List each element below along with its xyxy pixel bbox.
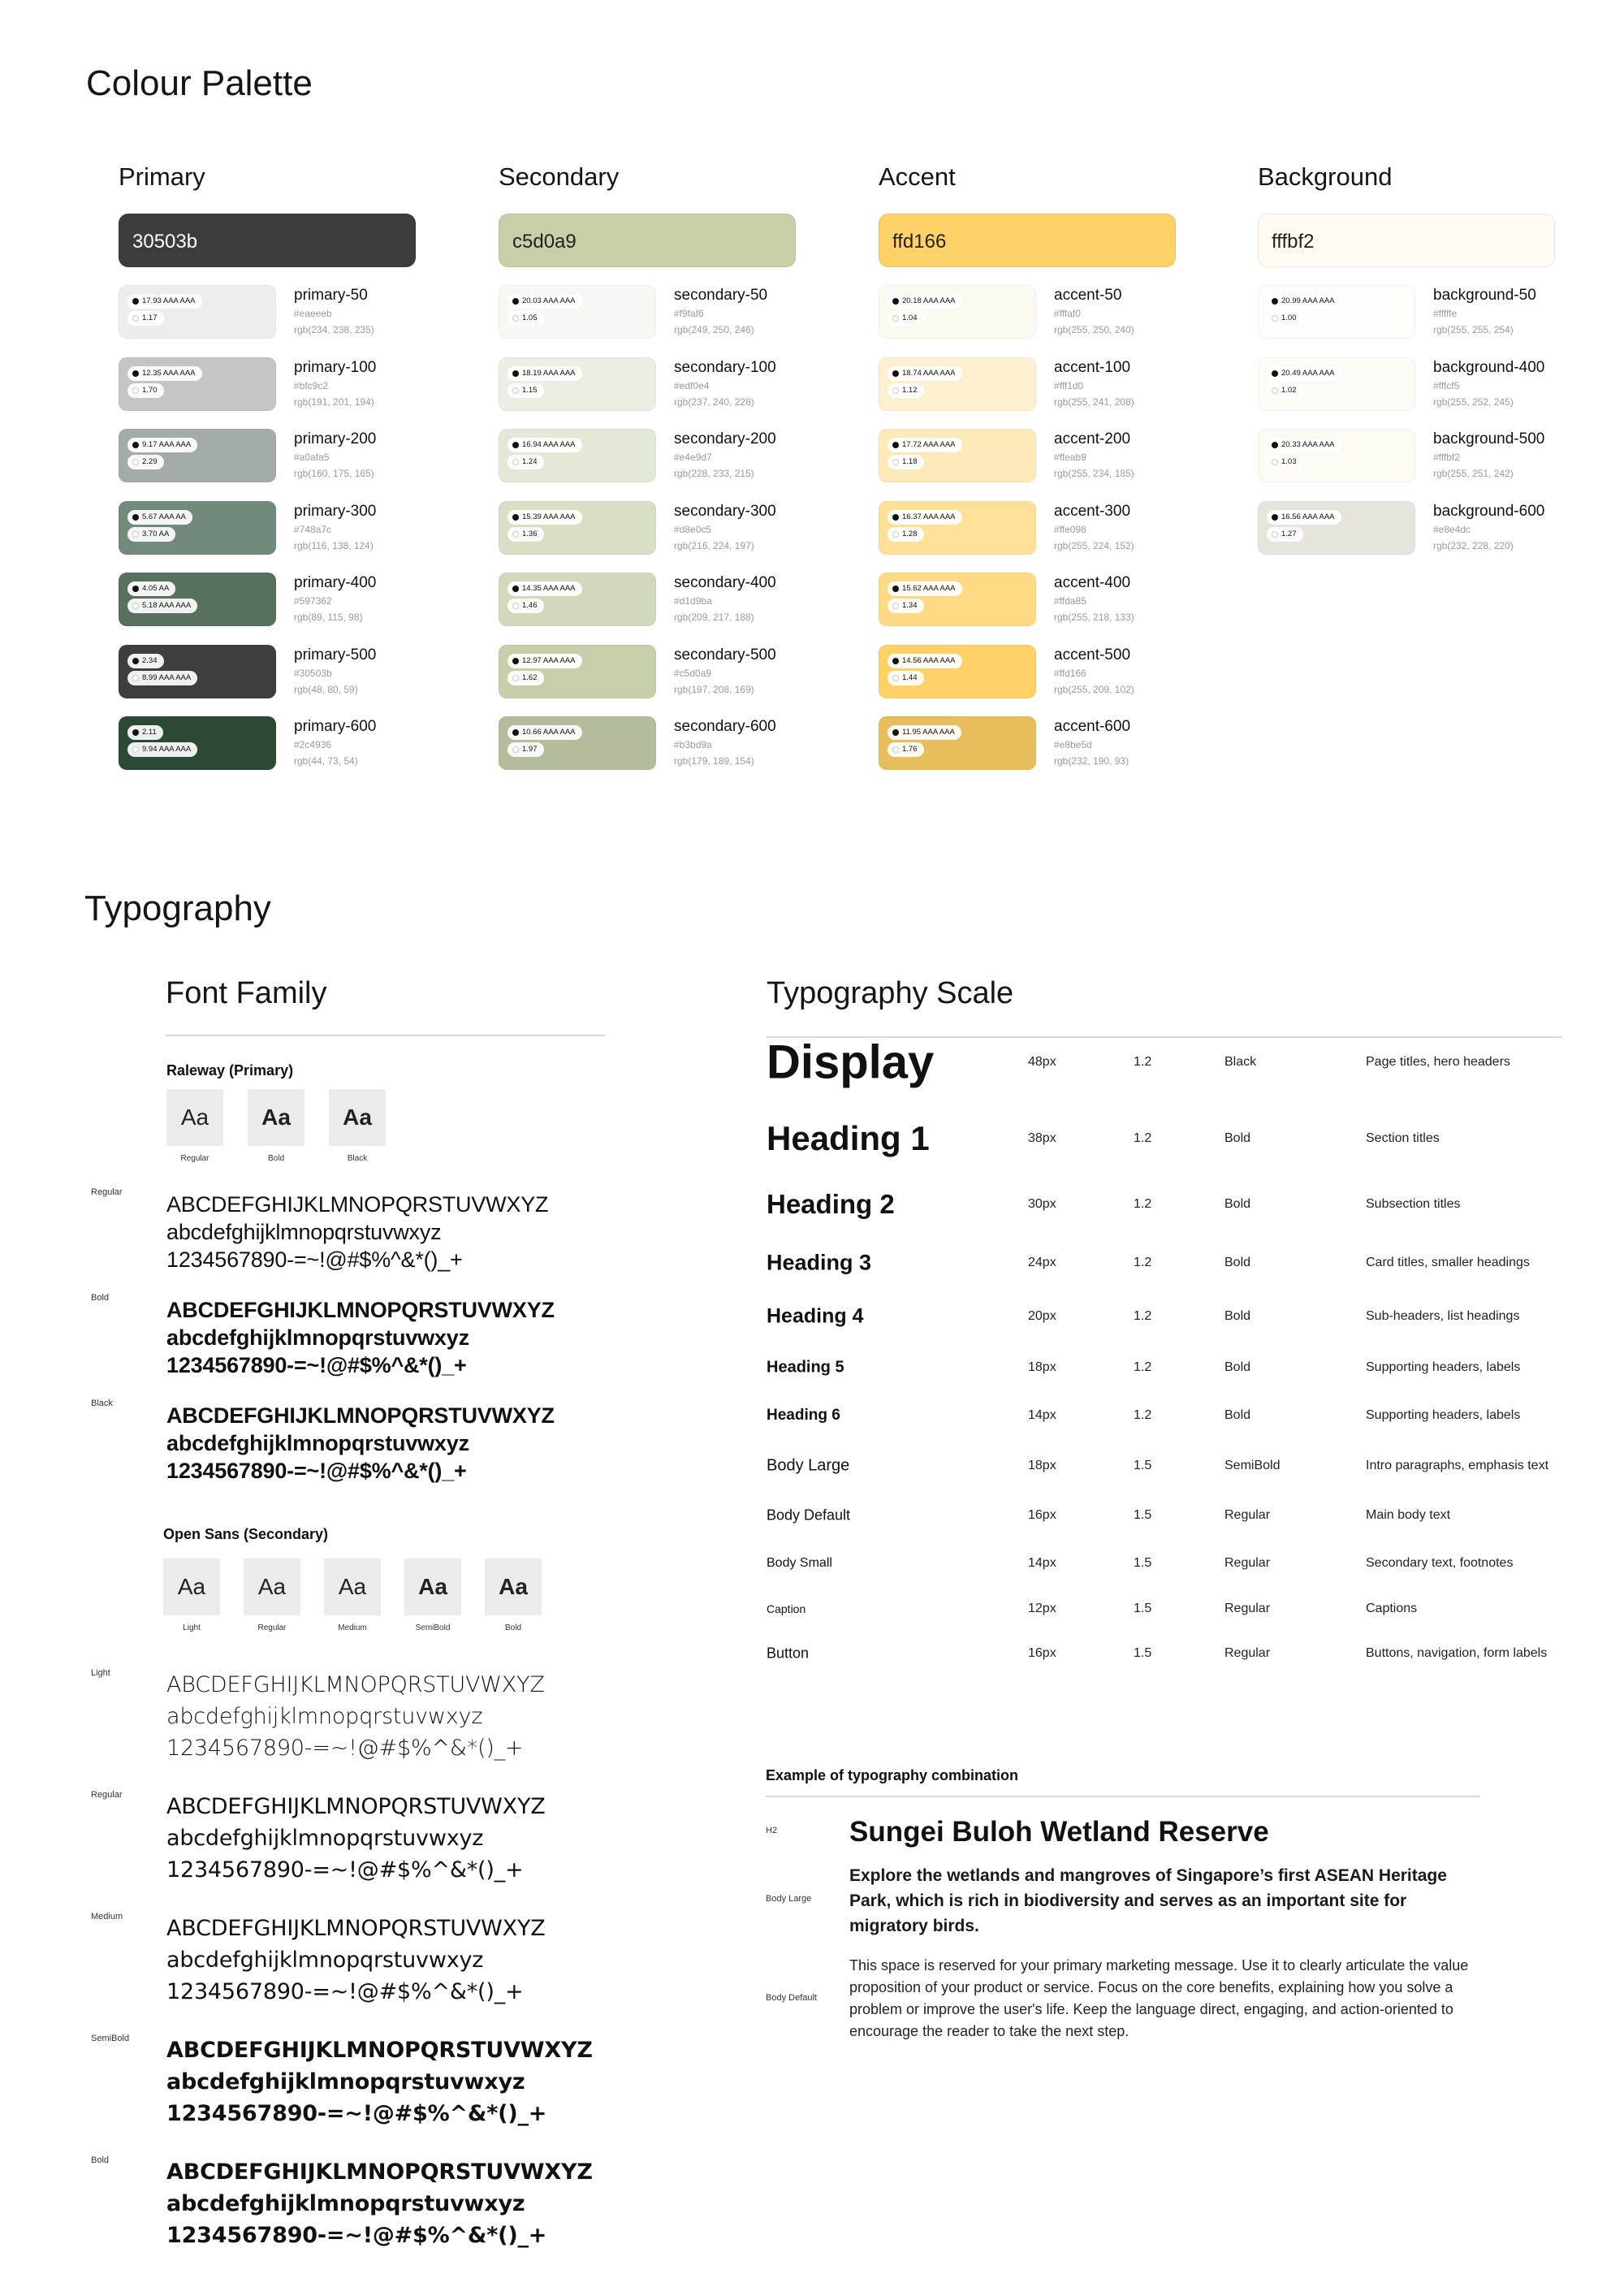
accent-400-label: accent-400 [1054, 574, 1131, 591]
opensans-weight-semibold-label: SemiBold [91, 2034, 130, 2043]
scale-heading-6-weight: Bold [1224, 1408, 1251, 1422]
raleway-black-upper: ABCDEFGHIJKLMNOPQRSTUVWXYZ [166, 1403, 555, 1428]
primary-200-contrast-light: 2.29 [127, 455, 164, 469]
raleway-sample-black: Aa [329, 1089, 386, 1146]
opensans-sample-bold: Aa [485, 1559, 542, 1615]
scale-button-name: Button [767, 1645, 810, 1662]
scale-body-small-name: Body Small [767, 1556, 832, 1570]
secondary-400-contrast-dark: 14.35 AAA AAA [508, 581, 582, 596]
primary-200-label: primary-200 [294, 430, 377, 447]
accent-100-label: accent-100 [1054, 358, 1131, 376]
background-50-contrast-dark: 20.99 AAA AAA [1267, 294, 1341, 309]
opensans-light-lower: abcdefghijklmnopqrstuvwxyz [166, 1704, 483, 1729]
secondary-50-contrast-light: 1.05 [508, 311, 544, 326]
opensans-medium-lower: abcdefghijklmnopqrstuvwxyz [166, 1948, 484, 1973]
secondary-100-label: secondary-100 [674, 358, 776, 376]
primary-200-rgb: rgb(160, 175, 165) [294, 468, 374, 479]
background-50-hex: #fffffe [1433, 308, 1458, 319]
scale-display-line-height: 1.2 [1134, 1055, 1152, 1069]
accent-100-contrast-light: 1.12 [888, 383, 924, 398]
opensans-sample-regular-label: Regular [257, 1623, 287, 1632]
primary-300-rgb: rgb(116, 138, 124) [294, 539, 374, 551]
secondary-500-contrast-dark: 12.97 AAA AAA [508, 654, 582, 668]
secondary-300-hex: #d8e0c5 [674, 523, 712, 535]
scale-heading-5-weight: Bold [1224, 1360, 1251, 1374]
scale-body-large-line-height: 1.5 [1134, 1459, 1152, 1472]
accent-200-hex: #ffeab9 [1054, 452, 1086, 463]
accent-50-rgb: rgb(255, 250, 240) [1054, 324, 1134, 335]
raleway-sample-black-label: Black [347, 1154, 368, 1163]
raleway-weight-bold-label: Bold [91, 1293, 110, 1303]
raleway-weight-regular-label: Regular [91, 1187, 123, 1197]
secondary-50-contrast-dark: 20.03 AAA AAA [508, 294, 582, 309]
accent-50-hex: #fffaf0 [1054, 308, 1081, 319]
secondary-100-contrast-dark: 18.19 AAA AAA [508, 366, 582, 381]
background-50-swatch [1258, 285, 1415, 339]
secondary-group-title: Secondary [499, 162, 620, 191]
secondary-50-label: secondary-50 [674, 287, 768, 304]
secondary-500-label: secondary-500 [674, 646, 776, 664]
scale-heading-5-line-height: 1.2 [1134, 1360, 1152, 1374]
secondary-300-label: secondary-300 [674, 502, 776, 520]
primary-300-label: primary-300 [294, 502, 377, 520]
scale-body-small-weight: Regular [1224, 1556, 1271, 1570]
secondary-50-swatch [499, 285, 656, 339]
example-title: Example of typography combination [766, 1767, 1019, 1783]
accent-200-swatch [879, 429, 1036, 482]
accent-600-contrast-light: 1.76 [888, 742, 924, 757]
secondary-200-hex: #e4e9d7 [674, 452, 712, 463]
scale-heading-1-line-height: 1.2 [1134, 1131, 1152, 1145]
accent-500-rgb: rgb(255, 209, 102) [1054, 683, 1134, 695]
primary-100-label: primary-100 [294, 358, 377, 376]
background-50-label: background-50 [1433, 287, 1536, 304]
scale-heading-1-usage: Section titles [1366, 1131, 1440, 1145]
example-divider [766, 1796, 1480, 1797]
scale-body-large-size: 18px [1028, 1459, 1056, 1472]
accent-400-swatch [879, 573, 1036, 626]
primary-400-label: primary-400 [294, 574, 377, 591]
accent-500-contrast-light: 1.44 [888, 671, 924, 685]
primary-50-contrast-dark: 17.93 AAA AAA [127, 294, 202, 309]
scale-body-small-size: 14px [1028, 1556, 1056, 1570]
accent-300-contrast-dark: 16.37 AAA AAA [888, 510, 962, 525]
background-500-hex: #fffbf2 [1433, 452, 1460, 463]
accent-600-rgb: rgb(232, 190, 93) [1054, 755, 1129, 767]
secondary-50-rgb: rgb(249, 250, 246) [674, 324, 754, 335]
example-body-large: Explore the wetlands and mangroves of Singapore’s first ASEAN Heritage Park, which is rich in biodiversity and serves as an important site for migratory birds. [849, 1866, 1447, 1935]
primary-400-hex: #597362 [294, 595, 332, 607]
primary-500-contrast-dark: 2.34 [127, 654, 164, 668]
scale-heading-5-name: Heading 5 [767, 1358, 844, 1377]
secondary-300-swatch [499, 501, 656, 555]
secondary-600-contrast-light: 1.97 [508, 742, 544, 757]
raleway-bold-lower: abcdefghijklmnopqrstuvwxyz [166, 1325, 469, 1350]
scale-heading-6-size: 14px [1028, 1408, 1056, 1422]
secondary-400-label: secondary-400 [674, 574, 776, 591]
primary-100-contrast-light: 1.70 [127, 383, 164, 398]
scale-heading-2-line-height: 1.2 [1134, 1197, 1152, 1211]
secondary-500-contrast-light: 1.62 [508, 671, 544, 685]
scale-body-large-name: Body Large [767, 1456, 850, 1475]
background-600-rgb: rgb(232, 228, 220) [1433, 539, 1514, 551]
scale-caption-line-height: 1.5 [1134, 1602, 1152, 1615]
primary-200-hex: #a0afa5 [294, 452, 330, 463]
scale-display-name: Display [767, 1035, 935, 1089]
raleway-regular-upper: ABCDEFGHIJKLMNOPQRSTUVWXYZ [166, 1192, 549, 1217]
background-500-contrast-light: 1.03 [1267, 455, 1303, 469]
secondary-500-swatch [499, 645, 656, 698]
opensans-sample-light-label: Light [183, 1623, 201, 1632]
accent-200-contrast-dark: 17.72 AAA AAA [888, 438, 962, 452]
background-50-rgb: rgb(255, 255, 254) [1433, 324, 1514, 335]
primary-500-rgb: rgb(48, 80, 59) [294, 683, 358, 695]
primary-50-rgb: rgb(234, 238, 235) [294, 324, 374, 335]
scale-heading-1-weight: Bold [1224, 1131, 1251, 1145]
scale-heading-4-line-height: 1.2 [1134, 1309, 1152, 1323]
secondary-500-rgb: rgb(197, 208, 169) [674, 683, 754, 695]
scale-heading-3-name: Heading 3 [767, 1250, 872, 1275]
accent-600-label: accent-600 [1054, 718, 1131, 735]
background-400-rgb: rgb(255, 252, 245) [1433, 396, 1514, 408]
background-500-contrast-dark: 20.33 AAA AAA [1267, 438, 1341, 452]
scale-heading-2-usage: Subsection titles [1366, 1197, 1461, 1211]
secondary-300-contrast-light: 1.36 [508, 527, 544, 542]
scale-button-size: 16px [1028, 1646, 1056, 1660]
accent-main-swatch: ffd166 [879, 214, 1176, 267]
opensans-weight-bold-label: Bold [91, 2155, 110, 2165]
secondary-100-hex: #edf0e4 [674, 379, 710, 391]
opensans-weight-regular-label: Regular [91, 1790, 123, 1800]
background-main-swatch: fffbf2 [1258, 214, 1555, 267]
accent-50-contrast-dark: 20.18 AAA AAA [888, 294, 962, 309]
scale-body-default-name: Body Default [767, 1507, 851, 1524]
background-500-label: background-500 [1433, 430, 1545, 447]
scale-heading-3-weight: Bold [1224, 1256, 1251, 1269]
opensans-bold-digits: 1234567890-=~!@#$%^&*()_+ [166, 2223, 547, 2248]
scale-heading-1-name: Heading 1 [767, 1119, 930, 1157]
background-group-title: Background [1258, 162, 1393, 191]
background-50-contrast-light: 1.00 [1267, 311, 1303, 326]
raleway-weight-black-label: Black [91, 1399, 113, 1408]
background-400-contrast-dark: 20.49 AAA AAA [1267, 366, 1341, 381]
opensans-sample-light: Aa [163, 1559, 220, 1615]
raleway-black-digits: 1234567890-=~!@#$%^&*()_+ [166, 1459, 467, 1483]
primary-200-contrast-dark: 9.17 AAA AAA [127, 438, 197, 452]
accent-50-contrast-light: 1.04 [888, 311, 924, 326]
scale-heading-5-size: 18px [1028, 1360, 1056, 1374]
accent-400-contrast-dark: 15.62 AAA AAA [888, 581, 962, 596]
opensans-medium-digits: 1234567890-=~!@#$%^&*()_+ [166, 1979, 524, 2004]
scale-button-weight: Regular [1224, 1646, 1271, 1660]
background-600-swatch [1258, 501, 1415, 555]
opensans-regular-upper: ABCDEFGHIJKLMNOPQRSTUVWXYZ [166, 1794, 546, 1819]
example-body-large-label: Body Large [766, 1894, 812, 1904]
accent-300-swatch [879, 501, 1036, 555]
secondary-400-hex: #d1d9ba [674, 595, 712, 607]
primary-600-hex: #2c4936 [294, 739, 332, 750]
primary-600-label: primary-600 [294, 718, 377, 735]
scale-body-large-weight: SemiBold [1224, 1459, 1281, 1472]
scale-button-line-height: 1.5 [1134, 1646, 1152, 1660]
accent-500-swatch [879, 645, 1036, 698]
accent-400-contrast-light: 1.34 [888, 599, 924, 613]
typography-title: Typography [84, 888, 271, 928]
opensans-medium-upper: ABCDEFGHIJKLMNOPQRSTUVWXYZ [166, 1916, 546, 1941]
secondary-300-rgb: rgb(216, 224, 197) [674, 539, 754, 551]
background-400-label: background-400 [1433, 358, 1545, 376]
scale-caption-name: Caption [767, 1602, 806, 1615]
accent-50-label: accent-50 [1054, 287, 1122, 304]
scale-heading-3-line-height: 1.2 [1134, 1256, 1152, 1269]
raleway-sample-bold-label: Bold [267, 1154, 284, 1163]
accent-50-swatch [879, 285, 1036, 339]
primary-400-contrast-dark: 4.05 AA [127, 581, 175, 596]
primary-600-contrast-light: 9.94 AAA AAA [127, 742, 197, 757]
raleway-black-lower: abcdefghijklmnopqrstuvwxyz [166, 1431, 469, 1455]
opensans-semibold-lower: abcdefghijklmnopqrstuvwxyz [166, 2069, 525, 2095]
opensans-sample-bold-label: Bold [504, 1623, 521, 1632]
background-500-rgb: rgb(255, 251, 242) [1433, 468, 1514, 479]
secondary-500-hex: #c5d0a9 [674, 667, 712, 679]
example-h2-label: H2 [766, 1826, 778, 1835]
primary-300-swatch [119, 501, 276, 555]
accent-group-title: Accent [879, 162, 956, 191]
primary-main-swatch: 30503b [119, 214, 416, 267]
opensans-regular-digits: 1234567890-=~!@#$%^&*()_+ [166, 1857, 524, 1883]
background-600-contrast-light: 1.27 [1267, 527, 1303, 542]
accent-300-label: accent-300 [1054, 502, 1131, 520]
raleway-regular-digits: 1234567890-=~!@#$%^&*()_+ [166, 1247, 463, 1272]
opensans-weight-light-label: Light [91, 1668, 110, 1678]
scale-heading-4-size: 20px [1028, 1309, 1056, 1323]
primary-50-swatch [119, 285, 276, 339]
primary-300-contrast-light: 3.70 AA [127, 527, 175, 542]
raleway-sample-regular-label: Regular [180, 1154, 209, 1163]
scale-caption-weight: Regular [1224, 1602, 1271, 1615]
secondary-600-contrast-dark: 10.66 AAA AAA [508, 725, 582, 740]
font-family-divider [166, 1035, 606, 1036]
font-family-title: Font Family [166, 976, 327, 1010]
scale-body-large-usage: Intro paragraphs, emphasis text [1366, 1459, 1549, 1472]
scale-body-small-usage: Secondary text, footnotes [1366, 1556, 1514, 1570]
secondary-200-label: secondary-200 [674, 430, 776, 447]
accent-100-rgb: rgb(255, 241, 208) [1054, 396, 1134, 408]
opensans-weight-medium-label: Medium [91, 1912, 123, 1922]
accent-400-hex: #ffda85 [1054, 595, 1086, 607]
primary-100-rgb: rgb(191, 201, 194) [294, 396, 374, 408]
primary-600-contrast-dark: 2.11 [127, 725, 163, 740]
secondary-100-rgb: rgb(237, 240, 228) [674, 396, 754, 408]
secondary-300-contrast-dark: 15.39 AAA AAA [508, 510, 582, 525]
scale-heading-4-name: Heading 4 [767, 1304, 864, 1328]
secondary-200-rgb: rgb(228, 233, 215) [674, 468, 754, 479]
scale-caption-size: 12px [1028, 1602, 1056, 1615]
primary-400-swatch [119, 573, 276, 626]
secondary-200-contrast-dark: 16.94 AAA AAA [508, 438, 582, 452]
scale-heading-3-usage: Card titles, smaller headings [1366, 1256, 1530, 1269]
primary-500-hex: #30503b [294, 667, 332, 679]
accent-300-contrast-light: 1.28 [888, 527, 924, 542]
scale-heading-6-line-height: 1.2 [1134, 1408, 1152, 1422]
raleway-font-name: Raleway (Primary) [166, 1062, 294, 1079]
accent-600-contrast-dark: 11.95 AAA AAA [888, 725, 961, 740]
secondary-100-swatch [499, 357, 656, 411]
accent-300-hex: #ffe098 [1054, 523, 1086, 535]
primary-50-hex: #eaeeeb [294, 308, 332, 319]
scale-heading-2-size: 30px [1028, 1197, 1056, 1211]
background-600-label: background-600 [1433, 502, 1545, 520]
opensans-semibold-digits: 1234567890-=~!@#$%^&*()_+ [166, 2101, 547, 2126]
primary-50-contrast-light: 1.17 [127, 311, 164, 326]
raleway-sample-regular: Aa [166, 1089, 223, 1146]
scale-heading-2-name: Heading 2 [767, 1189, 895, 1219]
secondary-600-label: secondary-600 [674, 718, 776, 735]
accent-200-rgb: rgb(255, 234, 185) [1054, 468, 1134, 479]
scale-display-weight: Black [1224, 1055, 1257, 1069]
scale-body-default-size: 16px [1028, 1508, 1056, 1522]
scale-heading-1-size: 38px [1028, 1131, 1056, 1145]
background-400-contrast-light: 1.02 [1267, 383, 1303, 398]
primary-50-label: primary-50 [294, 287, 368, 304]
background-400-hex: #fffcf5 [1433, 379, 1460, 391]
scale-button-usage: Buttons, navigation, form labels [1366, 1646, 1548, 1660]
accent-100-hex: #fff1d0 [1054, 379, 1084, 391]
scale-body-default-weight: Regular [1224, 1508, 1271, 1522]
background-600-contrast-dark: 16.56 AAA AAA [1267, 510, 1341, 525]
scale-body-default-line-height: 1.5 [1134, 1508, 1152, 1522]
raleway-sample-bold: Aa [248, 1089, 304, 1146]
opensans-light-digits: 1234567890-=~!@#$%^&*()_+ [166, 1736, 524, 1761]
accent-100-swatch [879, 357, 1036, 411]
scale-heading-6-usage: Supporting headers, labels [1366, 1408, 1521, 1422]
secondary-200-contrast-light: 1.24 [508, 455, 544, 469]
primary-100-swatch [119, 357, 276, 411]
primary-500-label: primary-500 [294, 646, 377, 664]
raleway-bold-upper: ABCDEFGHIJKLMNOPQRSTUVWXYZ [166, 1298, 555, 1322]
raleway-bold-digits: 1234567890-=~!@#$%^&*()_+ [166, 1353, 467, 1377]
opensans-font-name: Open Sans (Secondary) [163, 1526, 329, 1542]
accent-500-contrast-dark: 14.56 AAA AAA [888, 654, 962, 668]
scale-heading-5-usage: Supporting headers, labels [1366, 1360, 1521, 1374]
primary-500-swatch [119, 645, 276, 698]
opensans-sample-regular: Aa [244, 1559, 300, 1615]
scale-heading-4-weight: Bold [1224, 1309, 1251, 1323]
secondary-400-swatch [499, 573, 656, 626]
opensans-sample-medium: Aa [324, 1559, 381, 1615]
opensans-sample-medium-label: Medium [338, 1623, 367, 1632]
example-body-default-label: Body Default [766, 1993, 817, 2003]
accent-500-label: accent-500 [1054, 646, 1131, 664]
secondary-200-swatch [499, 429, 656, 482]
accent-300-rgb: rgb(255, 224, 152) [1054, 539, 1134, 551]
accent-100-contrast-dark: 18.74 AAA AAA [888, 366, 962, 381]
accent-600-swatch [879, 716, 1036, 770]
primary-400-rgb: rgb(89, 115, 98) [294, 612, 363, 623]
secondary-main-swatch: c5d0a9 [499, 214, 796, 267]
primary-group-title: Primary [119, 162, 205, 191]
scale-display-usage: Page titles, hero headers [1366, 1055, 1510, 1069]
primary-500-contrast-light: 8.99 AAA AAA [127, 671, 197, 685]
primary-600-rgb: rgb(44, 73, 54) [294, 755, 358, 767]
primary-400-contrast-light: 5.18 AAA AAA [127, 599, 197, 613]
opensans-light-upper: ABCDEFGHIJKLMNOPQRSTUVWXYZ [166, 1672, 545, 1697]
secondary-100-contrast-light: 1.15 [508, 383, 544, 398]
secondary-600-swatch [499, 716, 656, 770]
scale-heading-2-weight: Bold [1224, 1197, 1251, 1211]
background-500-swatch [1258, 429, 1415, 482]
accent-200-contrast-light: 1.18 [888, 455, 924, 469]
example-body-default: This space is reserved for your primary marketing message. Use it to clearly articulate the value proposition of your product or service. Focus on the core benefits, explaining how you solve a problem or improve the user's life. Keep the language direct, engaging, and action-oriented to encourage the reader to take the next step. [849, 1957, 1469, 2039]
secondary-50-hex: #f9faf6 [674, 308, 704, 319]
secondary-400-contrast-light: 1.46 [508, 599, 544, 613]
type-scale-title: Typography Scale [767, 976, 1014, 1010]
example-h2: Sungei Buloh Wetland Reserve [849, 1816, 1269, 1848]
primary-100-hex: #bfc9c2 [294, 379, 329, 391]
secondary-600-hex: #b3bd9a [674, 739, 712, 750]
primary-300-contrast-dark: 5.67 AAA AA [127, 510, 192, 525]
accent-200-label: accent-200 [1054, 430, 1131, 447]
scale-heading-6-name: Heading 6 [767, 1407, 840, 1424]
accent-500-hex: #ffd166 [1054, 667, 1086, 679]
colour-palette-title: Colour Palette [86, 63, 313, 103]
opensans-sample-semibold-label: SemiBold [415, 1623, 451, 1632]
accent-400-rgb: rgb(255, 218, 133) [1054, 612, 1134, 623]
secondary-600-rgb: rgb(179, 189, 154) [674, 755, 754, 767]
background-400-swatch [1258, 357, 1415, 411]
primary-300-hex: #748a7c [294, 523, 332, 535]
scale-heading-3-size: 24px [1028, 1256, 1056, 1269]
accent-600-hex: #e8be5d [1054, 739, 1092, 750]
scale-body-default-usage: Main body text [1366, 1508, 1451, 1522]
scale-caption-usage: Captions [1366, 1602, 1418, 1615]
primary-100-contrast-dark: 12.35 AAA AAA [127, 366, 202, 381]
scale-heading-4-usage: Sub-headers, list headings [1366, 1309, 1520, 1323]
scale-body-small-line-height: 1.5 [1134, 1556, 1152, 1570]
secondary-400-rgb: rgb(209, 217, 188) [674, 612, 754, 623]
opensans-sample-semibold: Aa [404, 1559, 461, 1615]
opensans-semibold-upper: ABCDEFGHIJKLMNOPQRSTUVWXYZ [166, 2038, 593, 2063]
opensans-bold-upper: ABCDEFGHIJKLMNOPQRSTUVWXYZ [166, 2159, 593, 2185]
scale-display-size: 48px [1028, 1055, 1056, 1069]
raleway-regular-lower: abcdefghijklmnopqrstuvwxyz [166, 1220, 442, 1244]
background-600-hex: #e8e4dc [1433, 523, 1471, 535]
opensans-bold-lower: abcdefghijklmnopqrstuvwxyz [166, 2191, 525, 2216]
primary-200-swatch [119, 429, 276, 482]
primary-600-swatch [119, 716, 276, 770]
opensans-regular-lower: abcdefghijklmnopqrstuvwxyz [166, 1826, 484, 1851]
